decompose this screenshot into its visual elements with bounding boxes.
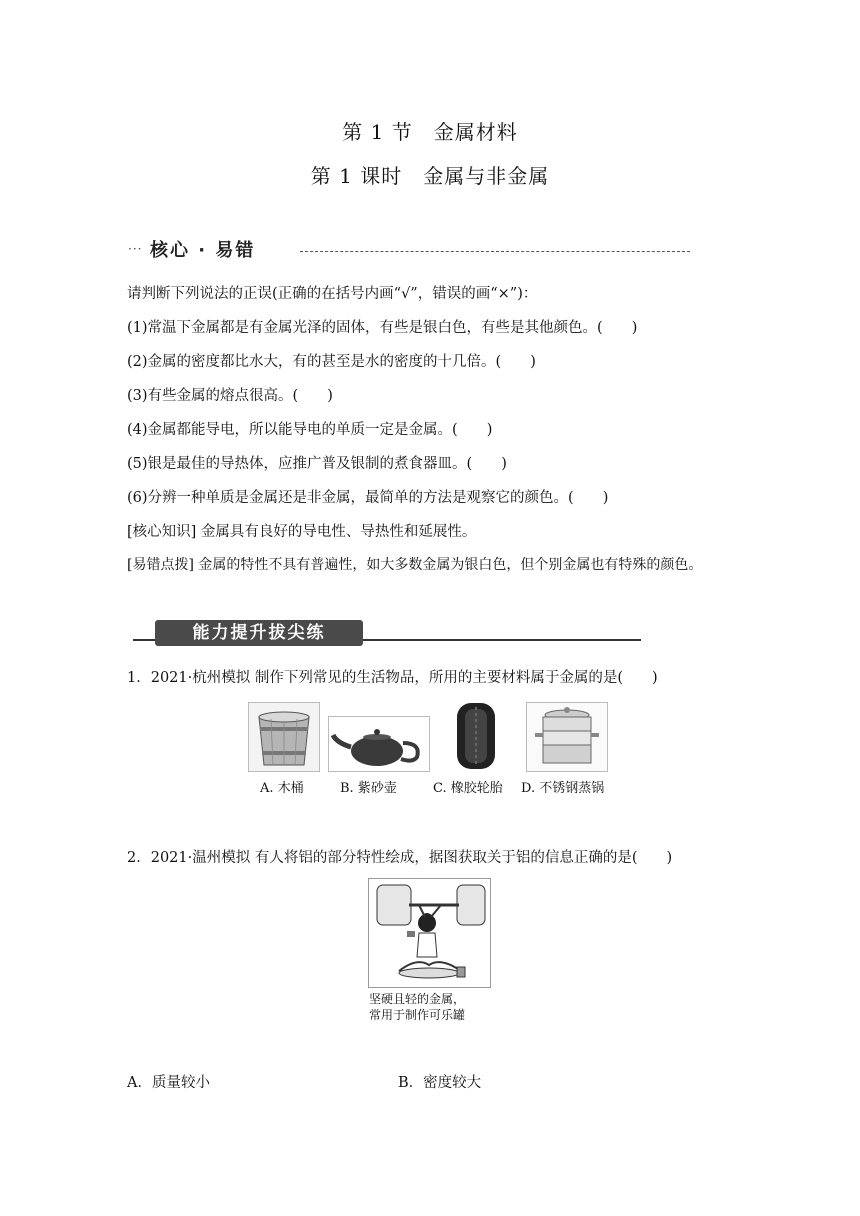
core-knowledge-note: [核心知识] 金属具有良好的导电性、导热性和延展性。 <box>127 524 477 540</box>
section-heading-dashed-rule <box>300 251 690 252</box>
page-subtitle: 第 1 课时 金属与非金属 <box>310 164 550 188</box>
option-c-caption: C. 橡胶轮胎 <box>433 781 503 796</box>
rubber-tire-image <box>450 700 502 772</box>
section-heading-prefix: ··· <box>128 242 143 256</box>
option-b-caption: B. 紫砂壶 <box>340 781 397 796</box>
aluminum-weightlifter-illustration <box>368 878 491 988</box>
statement-item: (2)金属的密度都比水大，有的甚至是水的密度的十几倍。( ) <box>127 354 536 370</box>
option-b: B．密度较大 <box>398 1075 482 1091</box>
statement-item: (3)有些金属的熔点很高。( ) <box>127 388 333 404</box>
statement-item: (4)金属都能导电，所以能导电的单质一定是金属。( ) <box>127 422 493 438</box>
page-title: 第 1 节 金属材料 <box>342 120 518 144</box>
section-banner-advanced-practice: 能力提升拔尖练 <box>155 620 363 646</box>
question-2-text: 2．2021·温州模拟 有人将铝的部分特性绘成，据图获取关于铝的信息正确的是( ) <box>127 850 673 866</box>
illustration-caption-line-2: 常用于制作可乐罐 <box>369 1008 466 1022</box>
option-d-caption: D. 不锈钢蒸锅 <box>521 781 605 796</box>
illustration-caption-line-1: 坚硬且轻的金属， <box>369 992 466 1006</box>
steamer-pot-image <box>526 702 608 772</box>
statement-item: (6)分辨一种单质是金属还是非金属，最简单的方法是观察它的颜色。( ) <box>127 490 609 506</box>
statement-item: (5)银是最佳的导热体，应推广普及银制的煮食器皿。( ) <box>127 456 507 472</box>
pitfall-note: [易错点拨] 金属的特性不具有普遍性，如大多数金属为银白色，但个别金属也有特殊的颜色。 <box>127 557 703 573</box>
statement-item: (1)常温下金属都是有金属光泽的固体，有些是银白色，有些是其他颜色。( ) <box>127 320 638 336</box>
option-a-caption: A. 木桶 <box>260 781 304 796</box>
clay-teapot-image <box>328 716 430 772</box>
question-1-text: 1．2021·杭州模拟 制作下列常见的生活物品，所用的主要材料属于金属的是( ) <box>127 670 658 686</box>
section-heading-core-pitfalls: 核心 · 易错 <box>150 240 256 261</box>
instruction-text: 请判断下列说法的正误(正确的在括号内画“√”，错误的画“×”)： <box>127 286 538 302</box>
wooden-bucket-image <box>248 702 320 772</box>
option-a: A．质量较小 <box>127 1075 210 1091</box>
